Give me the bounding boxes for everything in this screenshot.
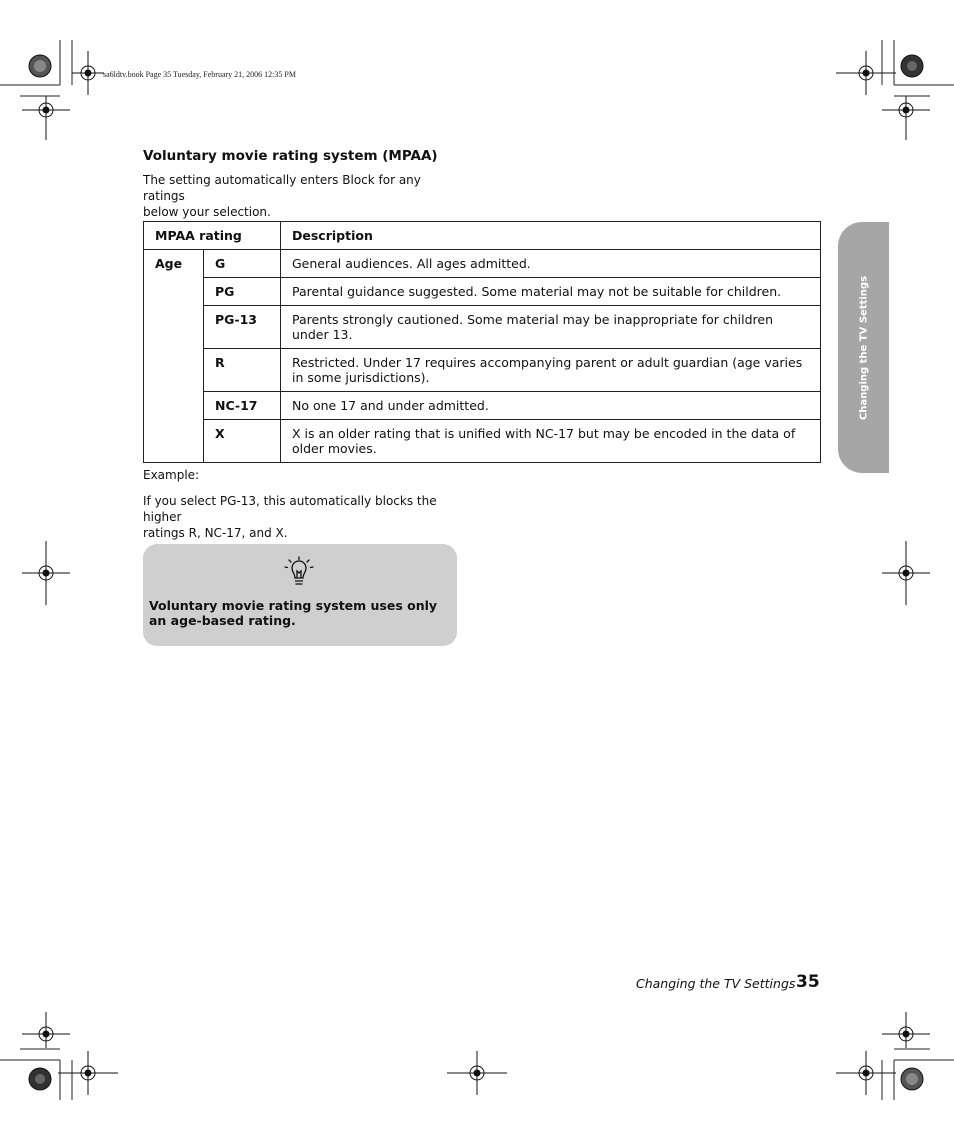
print-slug: sa6ldtv.book Page 35 Tuesday, February 21, 2006 12:35 PM [103, 70, 296, 79]
example-text [143, 493, 473, 541]
chapter-side-tab [838, 222, 889, 473]
table-row [144, 349, 821, 392]
lightbulb-icon [283, 556, 315, 588]
side-tab-label: Changing the TV Settings [858, 275, 869, 420]
age-group-label: Age [144, 250, 204, 463]
rating-cell: PG [204, 278, 281, 306]
header-mpaa-rating: MPAA rating [144, 222, 281, 250]
intro-text [143, 172, 463, 220]
rating-cell: G [204, 250, 281, 278]
table-row [144, 278, 821, 306]
mpaa-rating-table [143, 221, 821, 463]
rating-cell: X [204, 420, 281, 463]
description-cell: Parents strongly cautioned. Some material may be inappropriate for children under 13. [281, 306, 821, 349]
intro-line: below your selection. [143, 205, 271, 219]
table-row [144, 306, 821, 349]
section-heading: Voluntary movie rating system (MPAA) [143, 148, 438, 164]
table-row [144, 392, 821, 420]
description-cell: Restricted. Under 17 requires accompanying parent or adult guardian (age varies in some jurisdictions). [281, 349, 821, 392]
description-cell: Parental guidance suggested. Some material may not be suitable for children. [281, 278, 821, 306]
example-label: Example: [143, 468, 200, 482]
tip-box [143, 544, 457, 646]
example-line: If you select PG-13, this automatically blocks the higher [143, 494, 437, 524]
description-cell: No one 17 and under admitted. [281, 392, 821, 420]
footer-chapter-title: Changing the TV Settings [636, 976, 796, 991]
table-row [144, 250, 821, 278]
description-cell: X is an older rating that is unified with NC-17 but may be encoded in the data of older movies. [281, 420, 821, 463]
intro-line: The setting automatically enters Block for any ratings [143, 173, 421, 203]
table-header-row [144, 222, 821, 250]
rating-cell: NC-17 [204, 392, 281, 420]
description-cell: General audiences. All ages admitted. [281, 250, 821, 278]
tip-text: Voluntary movie rating system uses only an age-based rating. [149, 598, 438, 628]
page-number: 35 [796, 972, 820, 992]
rating-cell: R [204, 349, 281, 392]
rating-cell: PG-13 [204, 306, 281, 349]
table-row [144, 420, 821, 463]
header-description: Description [281, 222, 821, 250]
example-line: ratings R, NC-17, and X. [143, 526, 288, 540]
